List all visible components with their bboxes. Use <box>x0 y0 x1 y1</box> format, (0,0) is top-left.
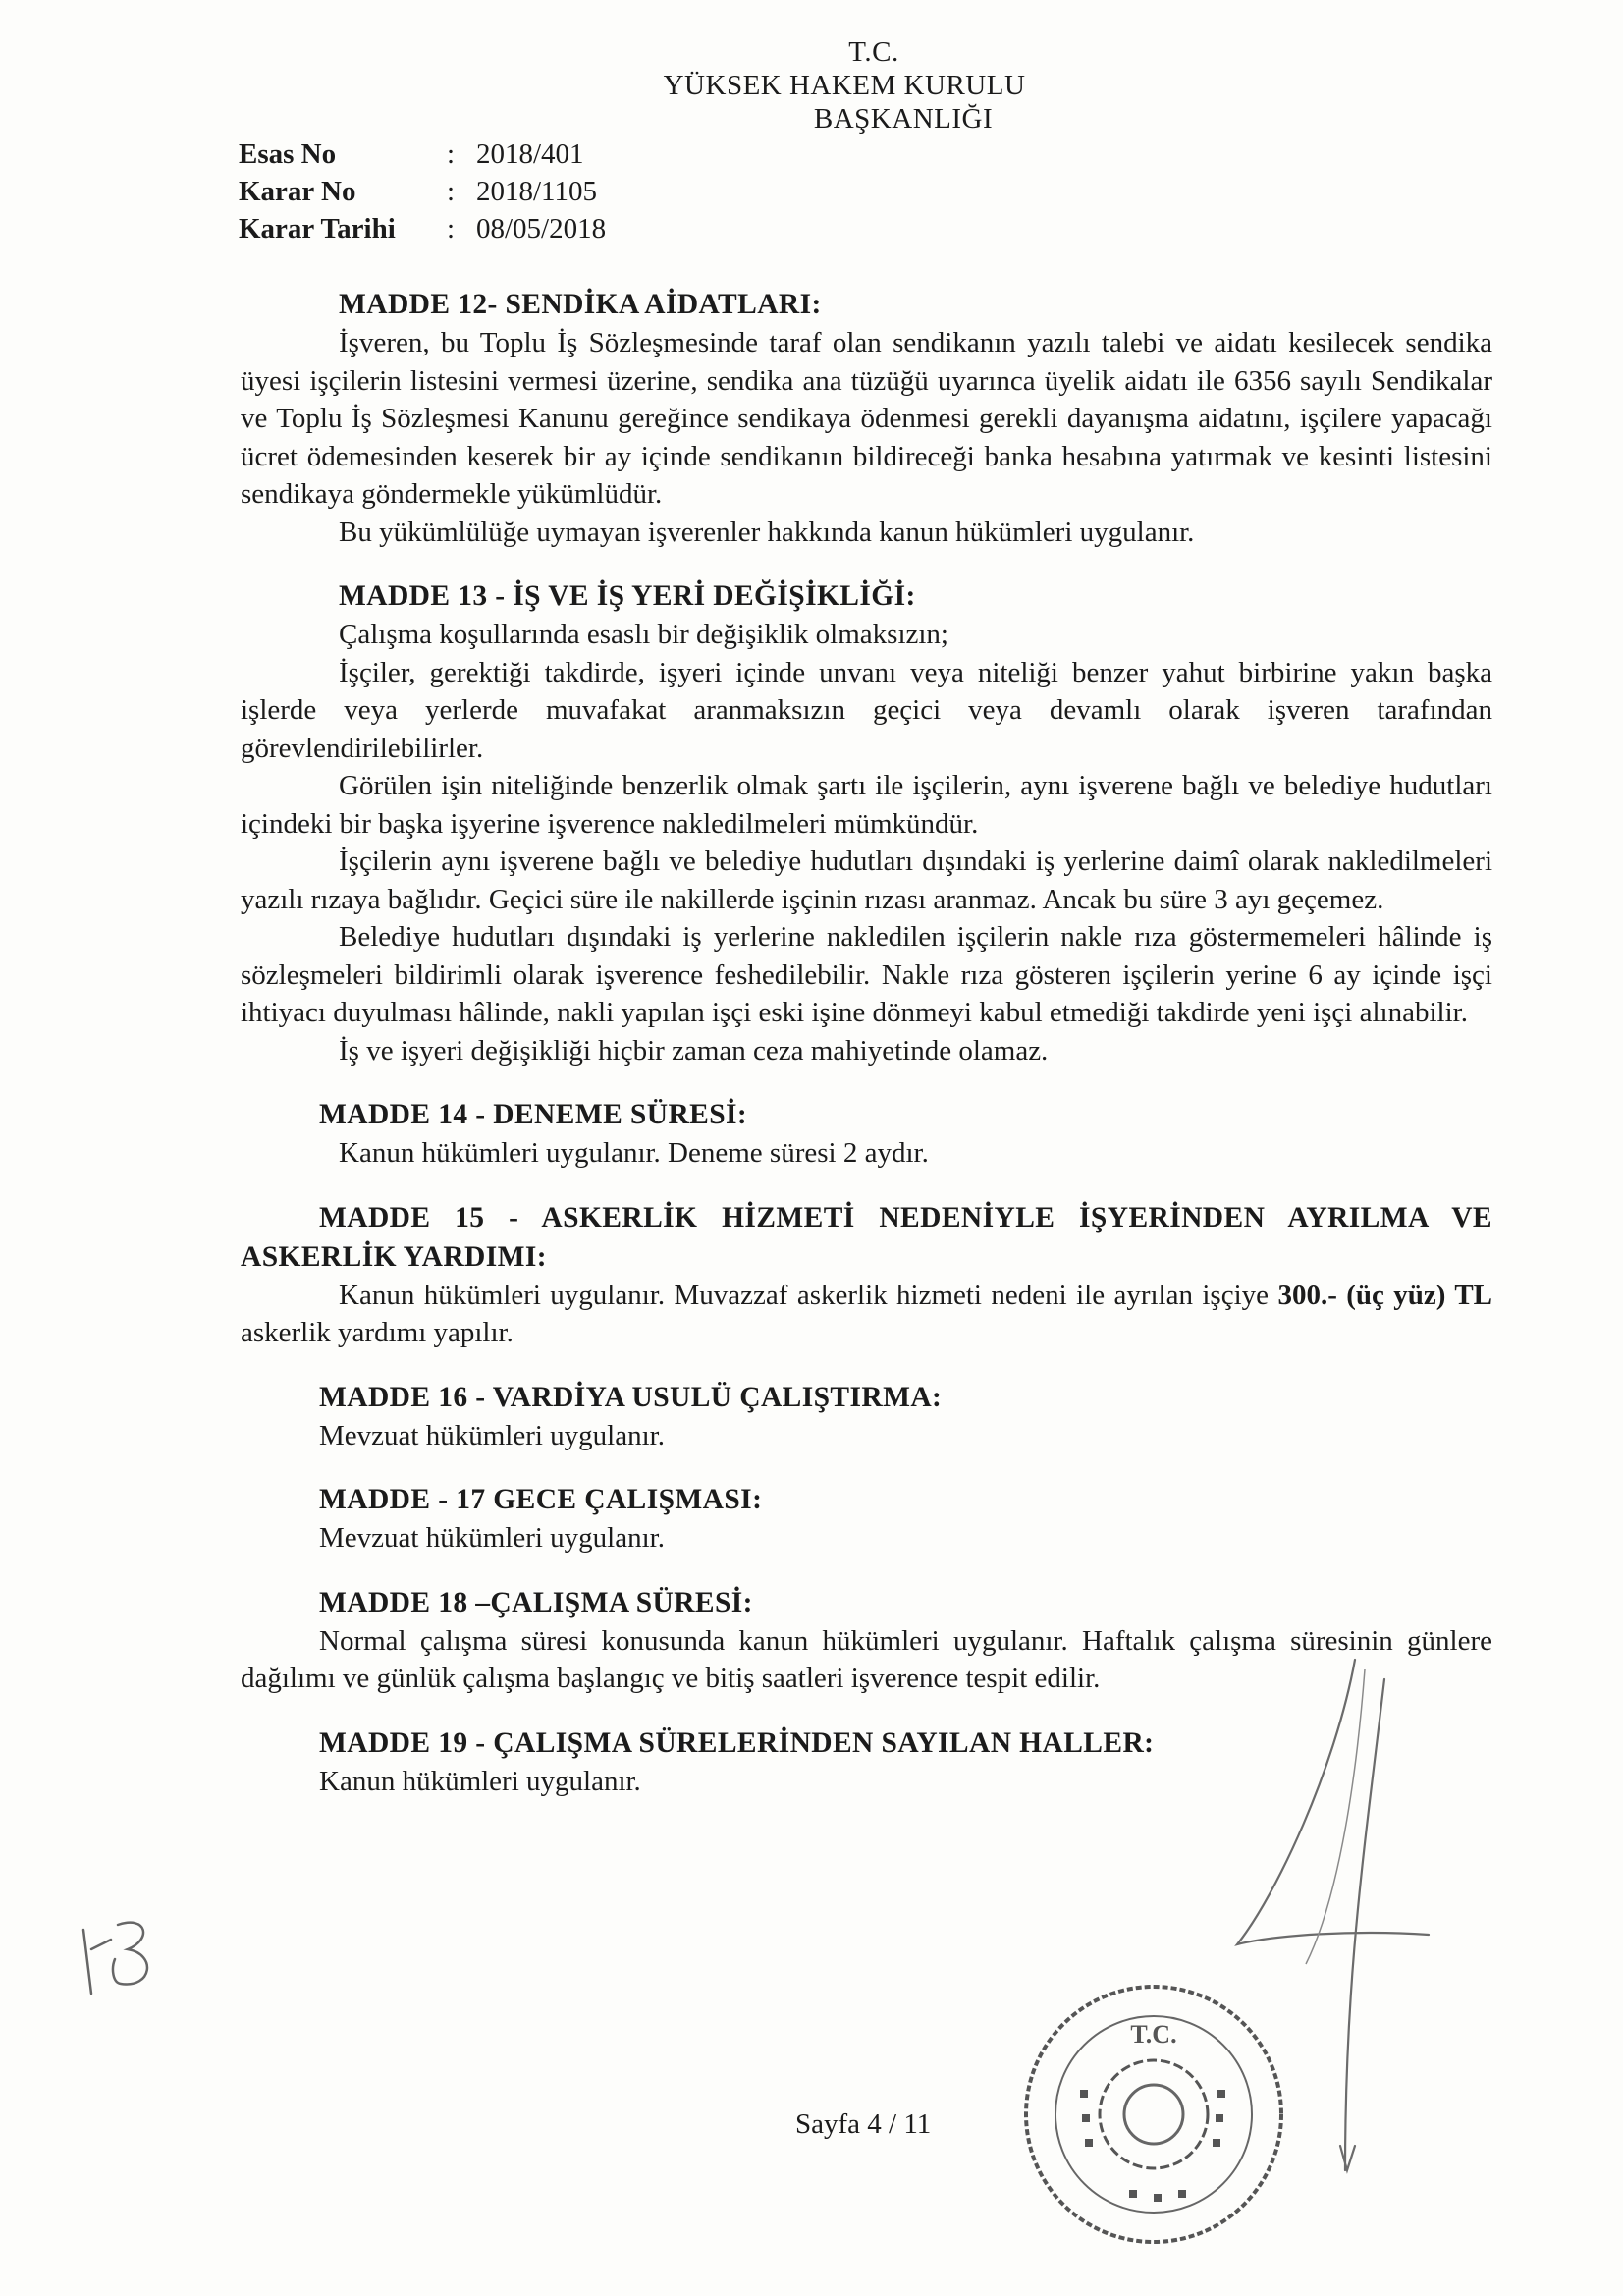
article-14 <box>241 1095 1492 1173</box>
paragraph-text: Kanun hükümleri uygulanır. Muvazzaf askerlik hizmeti nedeni ile ayrılan işçiye <box>339 1279 1270 1311</box>
paragraph: Görülen işin niteliğinde benzerlik olmak şartı ile işçilerin, aynı işverene bağlı ve belediye hudutları içindeki bir başka işyerine işverence nakledilmeleri mümkündür. <box>241 770 1492 840</box>
article-15 <box>241 1198 1492 1352</box>
authority-line-2: YÜKSEK HAKEM KURULU <box>663 70 1026 101</box>
paragraph <box>241 1277 1492 1352</box>
issuing-authority <box>628 35 1119 136</box>
tarih-label: Karar Tarihi <box>239 213 396 245</box>
article-16 <box>241 1378 1492 1455</box>
paragraph: Mevzuat hükümleri uygulanır. <box>319 1419 665 1451</box>
article-title: MADDE 15 - ASKERLİK HİZMETİ NEDENİYLE İŞYERİNDEN AYRILMA VE ASKERLİK YARDIMI: <box>241 1201 1492 1273</box>
colon: : <box>447 138 456 170</box>
article-title: MADDE 14 - DENEME SÜRESİ: <box>319 1099 748 1130</box>
article-12 <box>241 285 1492 551</box>
paragraph: Bu yükümlülüğe uymayan işverenler hakkında kanun hükümleri uygulanır. <box>339 516 1195 548</box>
karar-row <box>239 173 606 210</box>
tarih-value: 08/05/2018 <box>476 213 607 245</box>
paragraph: Kanun hükümleri uygulanır. Deneme süresi 2 aydır. <box>339 1137 929 1169</box>
seal-text: T.C. <box>1130 2020 1177 2049</box>
paragraph: İş ve işyeri değişikliği hiçbir zaman ceza mahiyetinde olamaz. <box>339 1034 1049 1066</box>
paragraph: Çalışma koşullarında esaslı bir değişiklik olmaksızın; <box>339 619 948 650</box>
article-title: MADDE 19 - ÇALIŞMA SÜRELERİNDEN SAYILAN HALLER: <box>319 1726 1155 1759</box>
esas-label: Esas No <box>239 138 337 170</box>
aid-amount: 300.- (üç yüz) TL <box>1277 1279 1493 1311</box>
paragraph: Normal çalışma süresi konusunda kanun hükümleri uygulanır. Haftalık çalışma süresinin günlere dağılımı ve günlük çalışma başlangıç ve bitiş saatleri işverence tespit edilir. <box>241 1624 1492 1694</box>
official-seal-stamp <box>1011 1972 1296 2257</box>
paragraph: Mevzuat hükümleri uygulanır. <box>319 1522 665 1554</box>
colon: : <box>447 176 456 207</box>
paragraph: İşçiler, gerektiği takdirde, işyeri içinde unvanı veya niteliği benzer yahut birbirine yakın başka işlerde veya yerlerde muvafakat aranmaksızın geçici veya devamlı olarak işveren tarafından görevlendirilebilirler. <box>241 656 1492 764</box>
karar-label: Karar No <box>239 176 356 207</box>
article-title: MADDE 12- SENDİKA AİDATLARI: <box>339 289 822 320</box>
authority-line-1: T.C. <box>848 36 899 68</box>
case-metadata <box>239 136 606 247</box>
paragraph-tail: askerlik yardımı yapılır. <box>241 1317 514 1348</box>
document-body <box>241 285 1492 1826</box>
article-title: MADDE 18 –ÇALIŞMA SÜRESİ: <box>319 1586 753 1618</box>
paragraph: Kanun hükümleri uygulanır. <box>319 1765 641 1797</box>
paragraph: Belediye hudutları dışındaki iş yerlerine nakledilen işçilerin nakle rıza göstermemeleri hâlinde iş sözleşmeleri bildirimli olarak işverence feshedilebilir. Nakle rıza gösteren işçilerin yerine 6 ay içinde işçi ihtiyacı duyulması hâlinde, nakli yapılan işçi eski işine dönmeyi kabul etmediği takdirde yeni işçi alınabilir. <box>241 921 1492 1028</box>
colon: : <box>447 213 456 245</box>
esas-value: 2018/401 <box>476 138 584 170</box>
authority-line-3: BAŞKANLIĞI <box>813 103 994 135</box>
handwritten-margin-note <box>74 1910 182 1998</box>
article-title: MADDE - 17 GECE ÇALIŞMASI: <box>319 1484 763 1515</box>
article-13 <box>241 576 1492 1069</box>
esas-row <box>239 136 606 173</box>
article-title: MADDE 16 - VARDİYA USULÜ ÇALIŞTIRMA: <box>319 1381 943 1413</box>
article-17 <box>241 1480 1492 1558</box>
article-title: MADDE 13 - İŞ VE İŞ YERİ DEĞİŞİKLİĞİ: <box>339 580 916 612</box>
paragraph: İşveren, bu Toplu İş Sözleşmesinde taraf olan sendikanın yazılı talebi ve aidatı kesilecek sendika üyesi işçilerin listesini vermesi üzerine, sendika ana tüzüğü uyarınca üyelik aidatı ile 6356 sayılı Sendikalar ve Toplu İş Sözleşmesi Kanunu gereğince sendikaya ödenmesi gerekli dayanışma aidatını, işçilere yapacağı ücret ödemesinden keserek bir ay içinde sendikanın bildireceği banka hesabına yatırmak ve kesinti listesini sendikaya göndermekle yükümlüdür. <box>241 327 1492 510</box>
tarih-row <box>239 210 606 247</box>
paragraph: İşçilerin aynı işverene bağlı ve belediye hudutları dışındaki iş yerlerine daimî olarak nakledilmeleri yazılı rızaya bağlıdır. Geçici süre ile nakillerde işçinin rızası aranmaz. Ancak bu süre 3 ayı geçemez. <box>241 846 1492 915</box>
page-number: Sayfa 4 / 11 <box>795 2108 932 2140</box>
karar-value: 2018/1105 <box>476 176 597 207</box>
